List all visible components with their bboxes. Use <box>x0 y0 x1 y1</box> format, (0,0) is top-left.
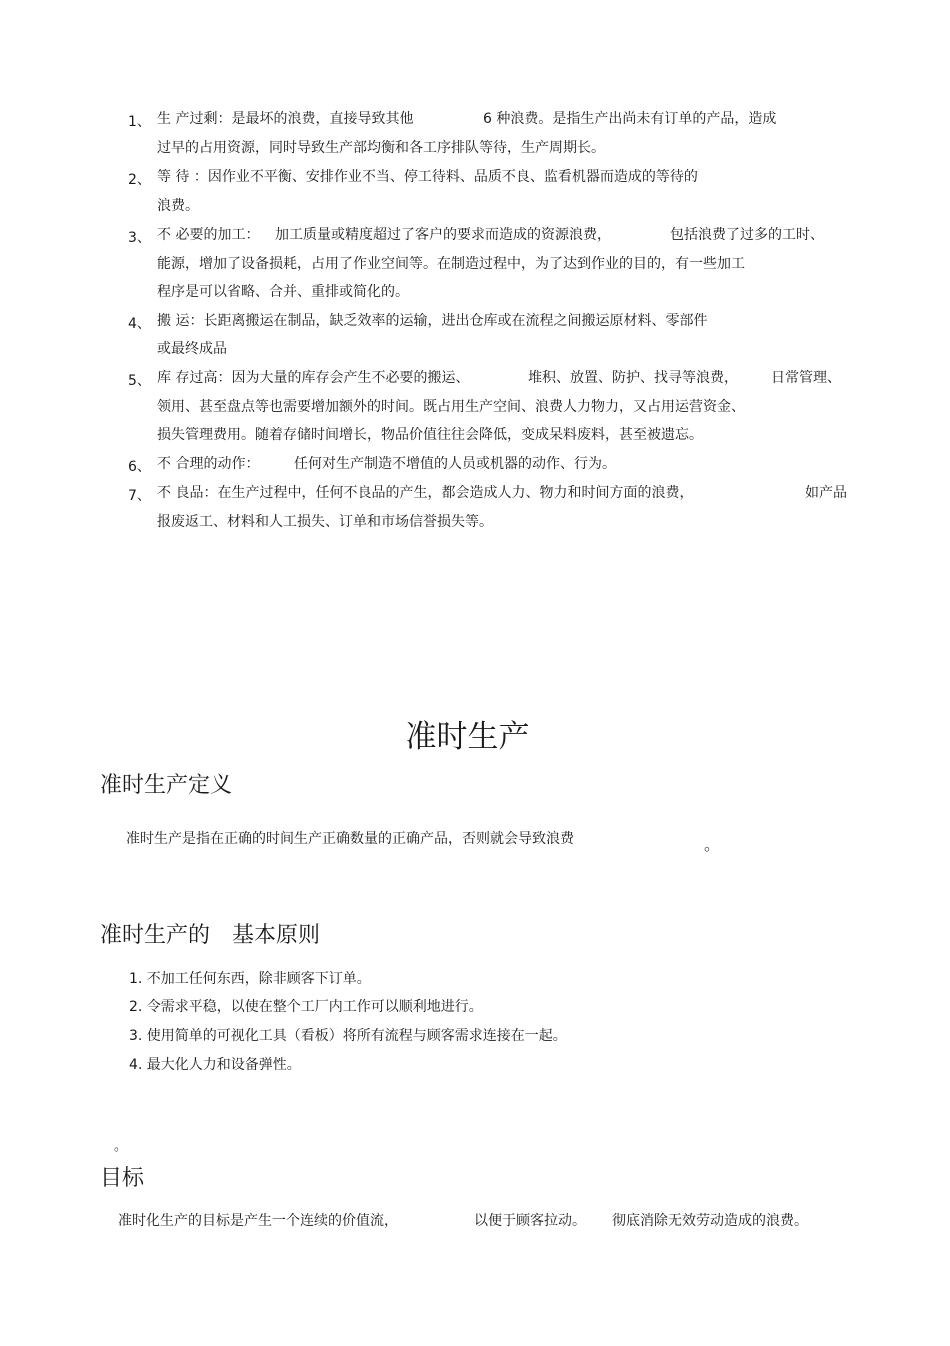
waste-text: 不 必要的加工： <box>157 227 260 243</box>
waste-number: 2、 <box>128 172 151 188</box>
list-item: 3. 使用简单的可视化工具（看板）将所有流程与顾客需求连接在一起。 <box>129 1028 567 1044</box>
waste-text: 不 合理的动作： <box>157 456 260 472</box>
principles-heading <box>100 922 320 950</box>
waste-text: 生 产过剩：是最坏的浪费，直接导致其他 <box>157 111 414 127</box>
waste-text: 不 良品：在生产过程中，任何不良品的产生，都会造成人力、物力和时间方面的浪费， <box>157 485 694 501</box>
definition-heading: 准时生产定义 <box>100 773 233 798</box>
waste-text: 6 种浪费。是指生产出尚未有订单的产品，造成 <box>483 111 777 127</box>
goal-text: 彻底消除无效劳动造成的浪费。 <box>612 1213 808 1229</box>
waste-text: 等 待 ：因作业不平衡、安排作业不当、停工待料、品质不良、监看机器而造成的等待的 <box>157 169 698 185</box>
waste-text: 日常管理、 <box>771 370 841 386</box>
waste-number: 1、 <box>128 114 151 130</box>
goal-heading: 目标 <box>100 1166 145 1191</box>
waste-text: 搬 运：长距离搬运在制品，缺乏效率的运输，进出仓库或在流程之间搬运原材料、零部件 <box>157 313 708 329</box>
stray-mark: 。 <box>114 1139 128 1154</box>
waste-text: 过早的占用资源，同时导致生产部均衡和各工序排队等待，生产周期长。 <box>157 140 605 156</box>
waste-number: 3、 <box>128 230 151 246</box>
waste-text: 程序是可以省略、合并、重排或简化的。 <box>157 284 409 300</box>
waste-text: 能源，增加了设备损耗，占用了作业空间等。在制造过程中，为了达到作业的目的，有一些加工 <box>157 256 745 272</box>
goal-text: 以便于顾客拉动。 <box>474 1213 586 1229</box>
goal-text: 准时化生产的目标是产生一个连续的价值流， <box>118 1213 398 1229</box>
waste-number: 6、 <box>128 459 151 475</box>
page-title: 准时生产 <box>405 719 530 755</box>
waste-text: 堆积、放置、防护、找寻等浪费， <box>528 370 738 386</box>
list-item: 2. 令需求平稳，以使在整个工厂内工作可以顺利地进行。 <box>129 999 483 1015</box>
waste-text: 报废返工、材料和人工损失、订单和市场信誉损失等。 <box>157 514 493 530</box>
waste-text: 领用、甚至盘点等也需要增加额外的时间。既占用生产空间、浪费人力物力，又占用运营资金、 <box>157 399 745 415</box>
waste-text: 损失管理费用。随着存储时间增长，物品价值往往会降低，变成呆料废料，甚至被遗忘。 <box>157 427 703 443</box>
principles-heading-part: 准时生产的 <box>100 923 211 948</box>
principles-heading-part: 基本原则 <box>232 923 321 948</box>
list-item: 1. 不加工任何东西，除非顾客下订单。 <box>129 971 371 987</box>
waste-text: 加工质量或精度超过了客户的要求而造成的资源浪费， <box>275 227 611 243</box>
waste-number: 5、 <box>128 373 151 389</box>
definition-text: 准时生产是指在正确的时间生产正确数量的正确产品，否则就会导致浪费 <box>126 831 574 847</box>
waste-number: 4、 <box>128 316 151 332</box>
waste-text: 任何对生产制造不增值的人员或机器的动作、行为。 <box>294 456 616 472</box>
waste-text: 包括浪费了过多的工时、 <box>670 227 824 243</box>
waste-text: 浪费。 <box>157 198 199 214</box>
waste-text: 如产品 <box>805 485 847 501</box>
list-item: 4. 最大化人力和设备弹性。 <box>129 1057 301 1073</box>
definition-end-mark: 。 <box>704 835 721 854</box>
waste-text: 库 存过高：因为大量的库存会产生不必要的搬运、 <box>157 370 470 386</box>
waste-number: 7、 <box>128 488 151 504</box>
waste-text: 或最终成品 <box>157 341 227 357</box>
